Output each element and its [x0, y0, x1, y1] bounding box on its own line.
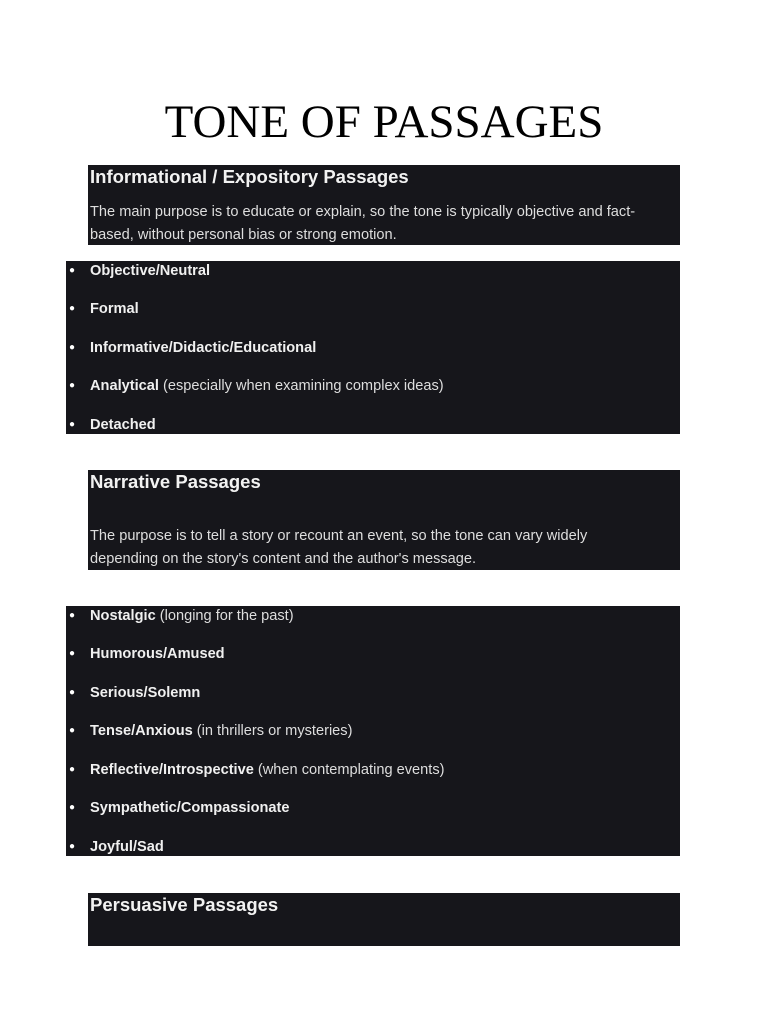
tone-term: Detached	[90, 417, 156, 433]
bullet-dot-icon: ●	[68, 265, 76, 276]
bullet-dot-icon: ●	[68, 610, 76, 621]
tone-term: Reflective/Introspective	[90, 762, 254, 778]
list-item	[66, 837, 680, 857]
list-item	[66, 760, 680, 780]
tone-term: Objective/Neutral	[90, 263, 211, 279]
tone-term: Formal	[90, 301, 139, 317]
list-item	[66, 644, 680, 664]
list-item	[66, 261, 680, 281]
list-item	[66, 798, 680, 818]
tone-note: (longing for the past)	[155, 608, 294, 624]
tone-term: Tense/Anxious	[90, 723, 193, 739]
section-informational-list	[66, 261, 680, 434]
section-informational-header	[88, 165, 680, 245]
bullet-dot-icon: ●	[68, 419, 76, 430]
bullet-dot-icon: ●	[68, 303, 76, 314]
section-description	[90, 189, 678, 247]
tone-note: (especially when examining complex ideas)	[158, 378, 444, 394]
tone-term: Informative/Didactic/Educational	[90, 340, 317, 356]
tone-note: (when contemplating events)	[253, 762, 445, 778]
description-line: The purpose is to tell a story or recount an event, so the tone can vary widely	[90, 528, 588, 544]
document-title: TONE OF PASSAGES	[164, 96, 604, 148]
bullet-dot-icon: ●	[68, 764, 76, 775]
bullet-dot-icon: ●	[68, 687, 76, 698]
list-item	[66, 415, 680, 435]
section-description	[90, 494, 678, 571]
section-narrative-header	[88, 470, 680, 570]
list-item	[66, 606, 680, 626]
tone-term: Serious/Solemn	[90, 685, 201, 701]
list-item	[66, 721, 680, 741]
section-heading: Informational / Expository Passages	[90, 166, 409, 187]
list-item	[66, 299, 680, 319]
bullet-dot-icon: ●	[68, 342, 76, 353]
bullet-dot-icon: ●	[68, 380, 76, 391]
tone-term: Sympathetic/Compassionate	[90, 800, 290, 816]
tone-term: Analytical	[90, 378, 159, 394]
tone-term: Nostalgic	[90, 608, 156, 624]
tone-term: Humorous/Amused	[90, 646, 225, 662]
section-narrative-list	[66, 606, 680, 856]
list-item	[66, 683, 680, 703]
description-line: depending on the story's content and the author's message.	[90, 551, 477, 567]
bullet-dot-icon: ●	[68, 725, 76, 736]
tone-term: Joyful/Sad	[90, 839, 164, 855]
section-heading: Persuasive Passages	[90, 894, 279, 915]
list-item	[66, 338, 680, 358]
bullet-dot-icon: ●	[68, 802, 76, 813]
description-line: The main purpose is to educate or explain, so the tone is typically objective and fact-	[90, 204, 636, 220]
section-heading: Narrative Passages	[90, 471, 261, 492]
bullet-dot-icon: ●	[68, 841, 76, 852]
section-persuasive-header	[88, 893, 680, 946]
tone-note: (in thrillers or mysteries)	[192, 723, 353, 739]
bullet-dot-icon: ●	[68, 648, 76, 659]
list-item	[66, 376, 680, 396]
description-line: based, without personal bias or strong emotion.	[90, 227, 397, 243]
